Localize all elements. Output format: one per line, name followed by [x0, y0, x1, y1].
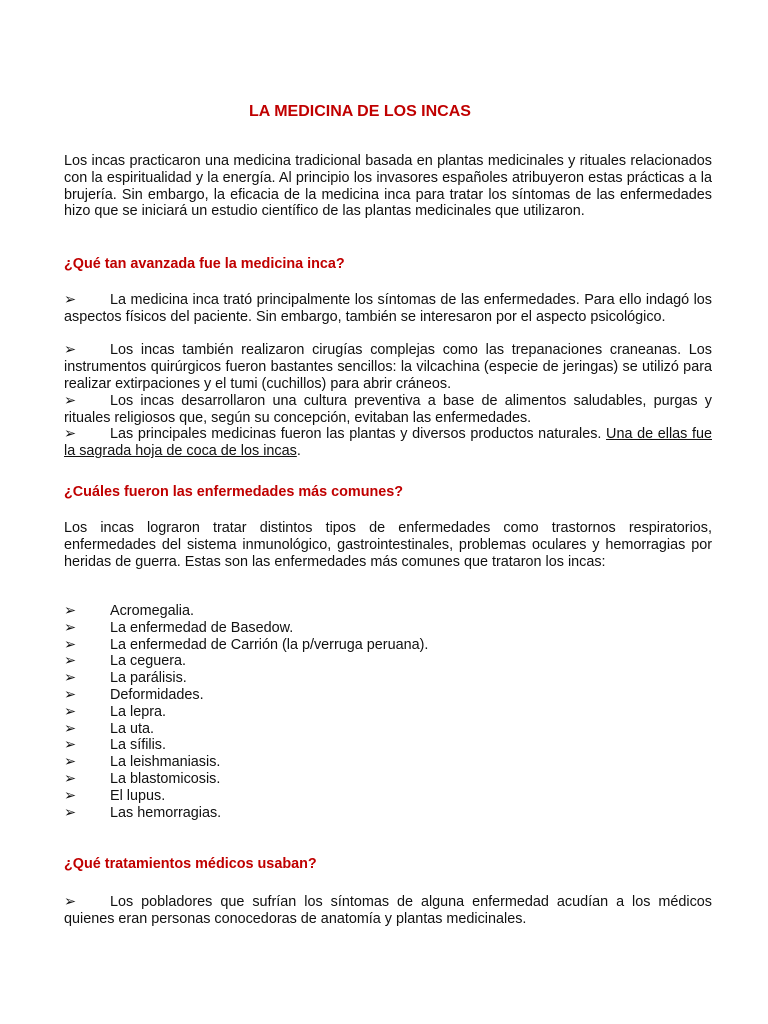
list-item-text: Acromegalia. — [110, 603, 194, 619]
list-item — [64, 737, 428, 754]
list-item — [64, 788, 428, 805]
list-item — [64, 620, 428, 637]
arrow-bullet-icon: ➢ — [64, 894, 77, 910]
list-item — [64, 721, 428, 738]
section3-heading: ¿Qué tratamientos médicos usaban? — [64, 856, 317, 872]
section1-bullet — [64, 342, 712, 392]
arrow-bullet-icon: ➢ — [64, 703, 77, 720]
arrow-bullet-icon: ➢ — [64, 653, 77, 670]
list-item — [64, 637, 428, 654]
list-item — [64, 754, 428, 771]
arrow-bullet-icon: ➢ — [64, 636, 77, 653]
arrow-bullet-icon: ➢ — [64, 686, 77, 703]
diseases-intro-paragraph: Los incas lograron tratar distintos tipos de enfermedades como trastornos respiratorios, enfermedades del sistema inmunológico, gastrointestinales, problemas oculares y hemorragias por heridas de guerra. Estas son las enfermedades más comunes que trataron los incas: — [64, 520, 712, 570]
list-item-text: La blastomicosis. — [110, 770, 221, 787]
list-item — [64, 704, 428, 721]
intro-paragraph: Los incas practicaron una medicina tradicional basada en plantas medicinales y rituales relacionados con la espiritualidad y la energía. Al principio los invasores españoles atribuyeron estas prácticas a la brujería. Sin embargo, la eficacia de la medicina inca para tratar los síntomas de las enfermedades hizo que se iniciará un estudio científico de las plantas medicinales que utilizaron. — [64, 153, 712, 220]
arrow-bullet-icon: ➢ — [64, 804, 77, 821]
arrow-bullet-icon: ➢ — [64, 737, 77, 754]
list-item — [64, 653, 428, 670]
section1-bullet — [64, 393, 712, 427]
section1-heading: ¿Qué tan avanzada fue la medicina inca? — [64, 256, 345, 272]
list-item — [64, 670, 428, 687]
section3-bullet — [64, 894, 712, 928]
list-item-text: Deformidades. — [110, 686, 204, 703]
arrow-bullet-icon: ➢ — [64, 670, 77, 687]
list-item-text: Las hemorragias. — [110, 804, 222, 821]
section2-heading: ¿Cuáles fueron las enfermedades más comunes? — [64, 484, 404, 500]
list-item-text: El lupus. — [110, 787, 166, 804]
coca-leaf-link[interactable]: Una de ellas fue la sagrada hoja de coca de los incas — [64, 426, 712, 460]
arrow-bullet-icon: ➢ — [64, 603, 77, 619]
bullet-end: . — [296, 443, 301, 460]
list-item — [64, 687, 428, 704]
arrow-bullet-icon: ➢ — [64, 619, 77, 636]
list-item-text: La leishmaniasis. — [110, 754, 221, 771]
list-item — [64, 771, 428, 788]
bullet-text: Los incas también realizaron cirugías complejas como las trepanaciones craneanas. Los instrumentos quirúrgicos fueron bastantes sencillos: la vilcachina (especie de jeringas) se utilizó para realizar extirpaciones y el tumi (cuchillos) para abrir cráneos. — [64, 342, 712, 392]
arrow-bullet-icon: ➢ — [64, 720, 77, 737]
arrow-bullet-icon: ➢ — [64, 787, 77, 804]
arrow-bullet-icon: ➢ — [64, 292, 77, 308]
list-item-text: La ceguera. — [110, 653, 187, 670]
bullet-text: Los incas desarrollaron una cultura preventiva a base de alimentos saludables, purgas y rituales religiosos que, según su concepción, evitaban las enfermedades. — [64, 392, 712, 426]
arrow-bullet-icon: ➢ — [64, 426, 77, 443]
arrow-bullet-icon: ➢ — [64, 770, 77, 787]
list-item — [64, 805, 428, 822]
arrow-bullet-icon: ➢ — [64, 392, 77, 409]
list-item-text: La parálisis. — [110, 670, 187, 687]
list-item-text: La sífilis. — [110, 737, 166, 754]
list-item-text: La enfermedad de Basedow. — [110, 619, 294, 636]
bullet-text: La medicina inca trató principalmente los síntomas de las enfermedades. Para ello indagó los aspectos físicos del paciente. Sin embargo, también se interesaron por el aspecto psicológico. — [64, 292, 712, 325]
arrow-bullet-icon: ➢ — [64, 754, 77, 771]
bullet-text: Las principales medicinas fueron las plantas y diversos productos naturales. — [110, 426, 607, 443]
arrow-bullet-icon: ➢ — [64, 342, 77, 359]
document-title: LA MEDICINA DE LOS INCAS — [249, 103, 471, 120]
diseases-list — [64, 603, 428, 821]
bullet-text: Los pobladores que sufrían los síntomas de alguna enfermedad acudían a los médicos quienes eran personas conocedoras de anatomía y plantas medicinales. — [64, 894, 712, 927]
section1-bullet — [64, 292, 712, 326]
list-item-text: La enfermedad de Carrión (la p/verruga peruana). — [110, 636, 429, 653]
list-item — [64, 603, 428, 620]
list-item-text: La lepra. — [110, 703, 167, 720]
list-item-text: La uta. — [110, 720, 155, 737]
section1-bullet — [64, 426, 712, 460]
